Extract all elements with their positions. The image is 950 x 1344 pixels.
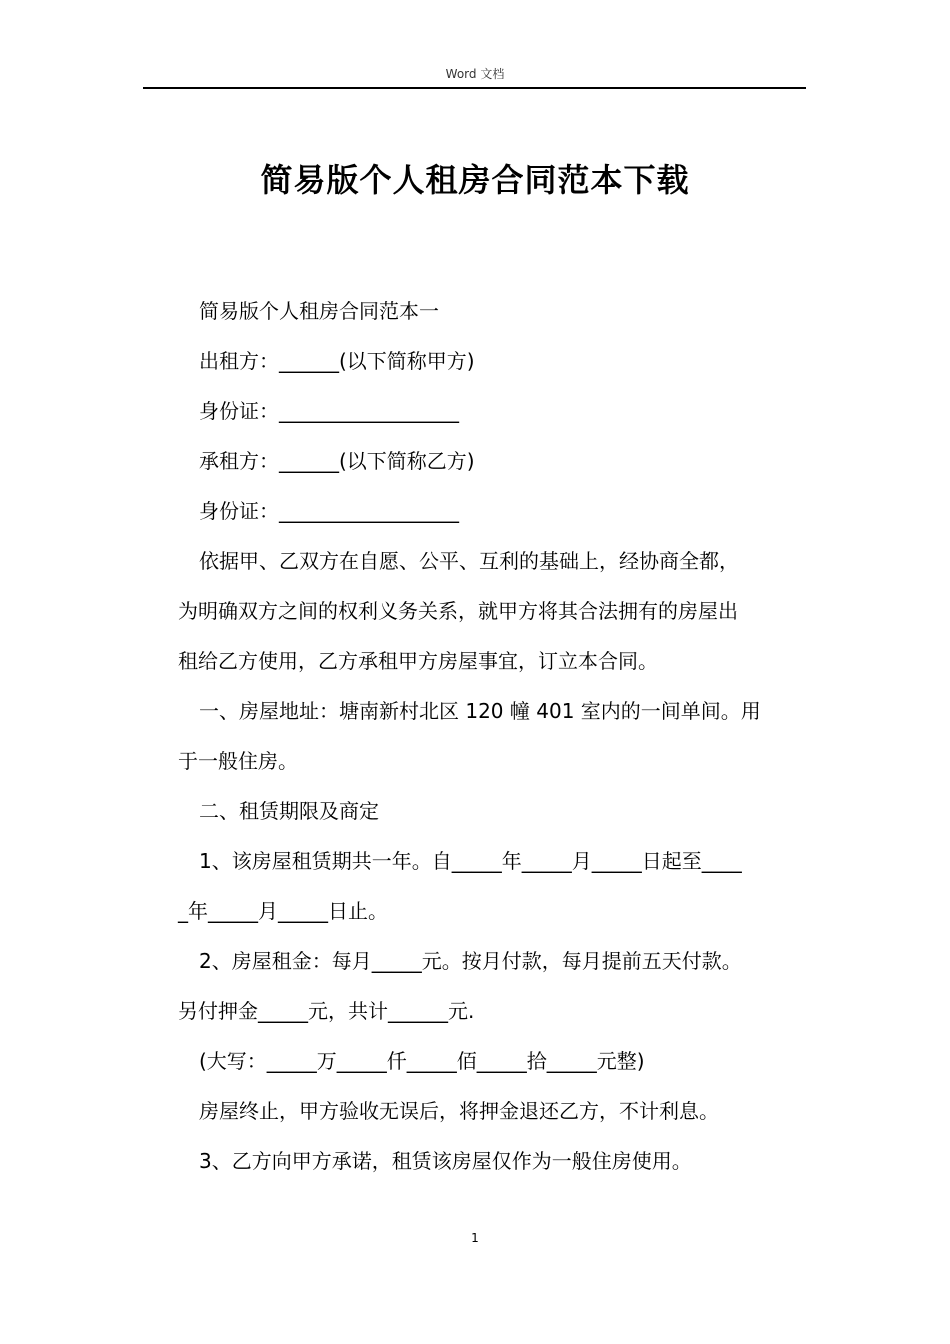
amount-in-words-line: (大写：_____万_____仟_____佰_____拾_____元整) [199, 1049, 645, 1073]
document-title: 简易版个人租房合同范本下载 [260, 161, 690, 199]
deposit-line: 另付押金_____元，共计______元. [178, 999, 475, 1023]
clause-term-heading: 二、租赁期限及商定 [199, 799, 379, 823]
preamble-line: 依据甲、乙双方在自愿、公平、互利的基础上，经协商全都， [199, 549, 739, 573]
rent-line: 2、房屋租金：每月_____元。按月付款，每月提前五天付款。 [199, 949, 742, 973]
page-header: Word 文档 [445, 67, 505, 81]
lessee-id-line: 身份证：__________________ [199, 499, 459, 523]
lessor-id-line: 身份证：__________________ [199, 399, 459, 423]
lessee-line: 承租方：______(以下简称乙方) [199, 449, 475, 473]
preamble-line: 为明确双方之间的权利义务关系，就甲方将其合法拥有的房屋出 [178, 599, 738, 623]
clause-address-line: 一、房屋地址：塘南新村北区 120 幢 401 室内的一间单间。用 [199, 699, 761, 723]
deposit-return-line: 房屋终止，甲方验收无误后，将押金退还乙方，不计利息。 [199, 1099, 719, 1123]
preamble-line: 租给乙方使用，乙方承租甲方房屋事宜，订立本合同。 [178, 649, 658, 673]
page-number: 1 [471, 1231, 479, 1245]
clause-address-line: 于一般住房。 [178, 749, 298, 773]
lessor-line: 出租方：______(以下简称甲方) [199, 349, 475, 373]
header-divider [143, 87, 806, 89]
usage-commitment-line: 3、乙方向甲方承诺，租赁该房屋仅作为一般住房使用。 [199, 1149, 692, 1173]
section-heading: 简易版个人租房合同范本一 [199, 299, 439, 323]
term-period-line: 1、该房屋租赁期共一年。自_____年_____月_____日起至____ [199, 849, 742, 873]
term-period-line: _年_____月_____日止。 [178, 899, 388, 923]
